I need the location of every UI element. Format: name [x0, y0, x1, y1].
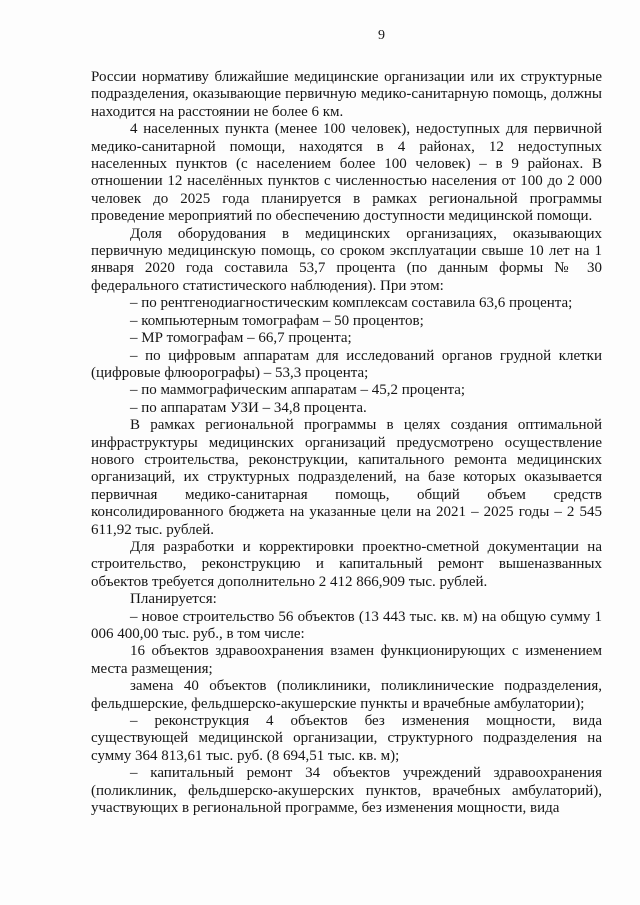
list-item-xray: – по рентгенодиагностическим комплексам составила 63,6 процента; — [130, 295, 573, 312]
paragraph-infrastructure-budget: В рамках региональной программы в целях создания оптимальной инфраструктуры медицинских организаций предусмотрено осуществление нового строительства, реконструкции, капитального ремонта медицинских организаций, их структурных подразделений, на базе которых оказывается первичная медико-санитарная помощь, общий объем средств консолидированного бюджета на указанные цели на 2021 – 2025 годы – 2 545 611,92 тыс. рублей. — [91, 417, 602, 538]
paragraph-continuation: России нормативу ближайшие медицинские организации или их структурные подразделения, оказывающие первичную медико-санитарную помощь, должны находится на расстоянии не более 6 км. — [91, 69, 602, 120]
paragraph-equipment-share: Доля оборудования в медицинских организациях, оказывающих первичную медицинскую помощь, со сроком эксплуатации свыше 10 лет на 1 января 2020 года составила 53,7 процента (по данным формы № 30 федерального статистического наблюдения). При этом: — [91, 225, 602, 294]
paragraph-design-documentation: Для разработки и корректировки проектно-сметной документации на строительство, реконструкцию и капитальный ремонт вышеназванных объектов требуется дополнительно 2 412 866,909 тыс. рублей. — [91, 538, 602, 590]
paragraph-planned-heading: Планируется: — [130, 591, 217, 608]
list-item-capital-repair: – капитальный ремонт 34 объектов учреждений здравоохранения (поликлиник, фельдшерско-акушерских пунктов, врачебных амбулаторий), участвующих в региональной программе, без изменения мощности, вида — [91, 765, 602, 817]
list-item-replacement-facilities: 16 объектов здравоохранения взамен функционирующих с изменением места размещения; — [91, 643, 602, 677]
list-item-reconstruction: – реконструкция 4 объектов без изменения мощности, вида существующей медицинской организации, структурного подразделения на сумму 364 813,61 тыс. руб. (8 694,51 тыс. кв. м); — [91, 713, 602, 764]
list-item-mammography: – по маммографическим аппаратам – 45,2 процента; — [130, 382, 466, 399]
list-item-new-construction: – новое строительство 56 объектов (13 443 тыс. кв. м) на общую сумму 1 006 400,00 тыс. руб., в том числе: — [91, 608, 602, 642]
paragraph-inaccessible-settlements: 4 населенных пункта (менее 100 человек), недоступных для первичной медико-санитарной помощи, находятся в 4 районах, 12 недоступных населенных пунктов (с населением более 100 человек) – в 9 районах. В отношении 12 населённых пунктов с численностью населения от 100 до 2 000 человек до 2025 года планируется в рамках региональной программы проведение мероприятий по обеспечению доступности медицинской помощи. — [91, 121, 602, 225]
page-number: 9 — [378, 28, 385, 43]
list-item-ultrasound: – по аппаратам УЗИ – 34,8 процента. — [130, 399, 367, 416]
list-item-digital-fluorography: – по цифровым аппаратам для исследований органов грудной клетки (цифровые флюорографы) – 53,3 процента; — [91, 347, 602, 381]
list-item-replacement-40: замена 40 объектов (поликлиники, поликлинические подразделения, фельдшерские, фельдшерско-акушерские пункты и врачебные амбулатории); — [91, 678, 602, 712]
list-item-ct: – компьютерным томографам – 50 процентов; — [130, 312, 424, 329]
list-item-mri: – МР томографам – 66,7 процента; — [130, 330, 352, 347]
